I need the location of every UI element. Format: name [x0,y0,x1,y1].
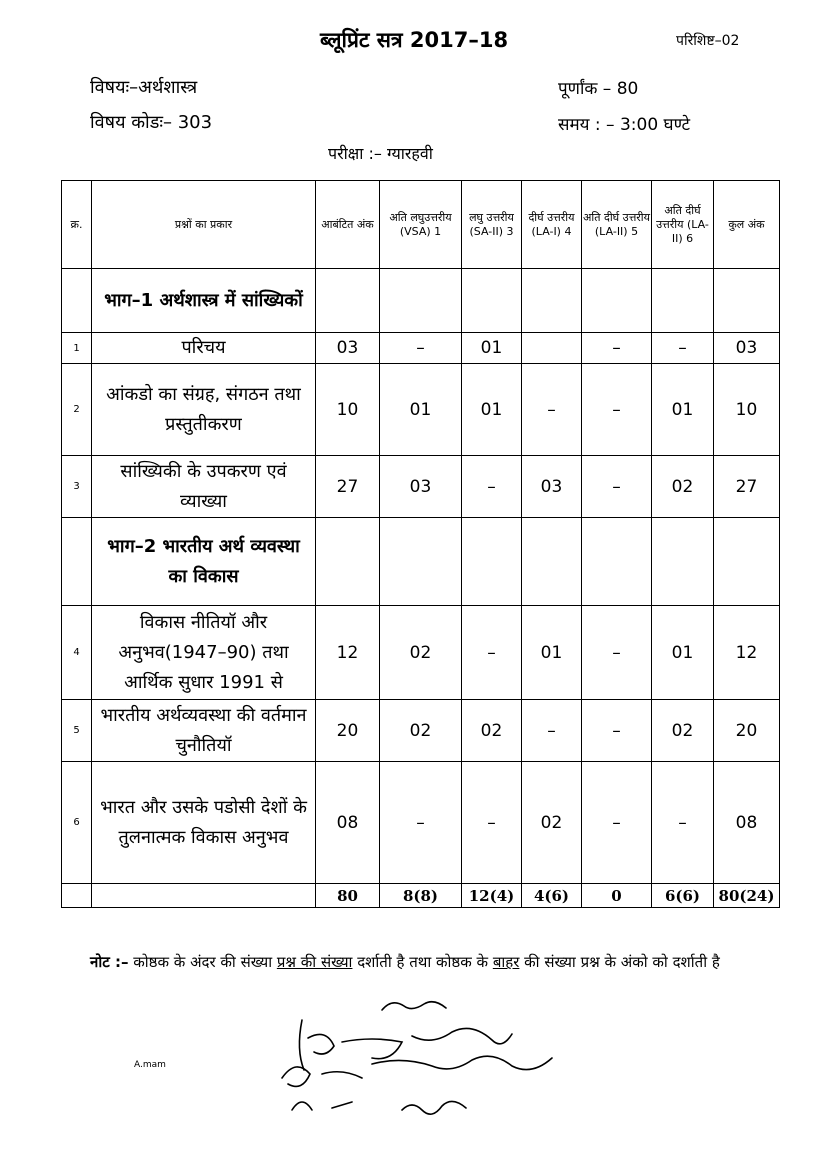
row-la2-6: 01 [652,364,714,456]
header-row [62,181,780,269]
row-sa: – [462,606,522,700]
row-topic: परिचय [92,333,316,364]
note-label: नोट :– [90,953,129,971]
row-total: 12 [714,606,780,700]
table-row [62,700,780,762]
note-text: की संख्या प्रश्न के अंको को दर्शाती है [519,953,720,971]
grand-total: 80(24) [714,884,780,908]
row-la2-6: 02 [652,456,714,518]
page-title: ब्लूप्रिंट सत्र 2017–18 [320,28,509,52]
table-row [62,333,780,364]
col-header: आबंटित अंक [316,181,380,269]
col-header: क्र. [62,181,92,269]
row-la2-6: – [652,333,714,364]
row-la1 [522,333,582,364]
row-la1: 01 [522,606,582,700]
annex-label: परिशिष्ट–02 [676,33,740,49]
row-la1: – [522,700,582,762]
row-la2-5: – [582,364,652,456]
totals-row [62,884,780,908]
row-la2-5: – [582,456,652,518]
row-la2-6: 01 [652,606,714,700]
subject-code: विषय कोडः– 303 [90,112,213,133]
note-underline: बाहर [492,953,520,971]
section-title: भाग–1 अर्थशास्त्र में सांख्यिकों [92,269,316,333]
row-alloc: 27 [316,456,380,518]
row-total: 08 [714,762,780,884]
table-row [62,762,780,884]
row-sa: 01 [462,333,522,364]
note-underline: प्रश्न की संख्या [276,953,353,971]
row-sa: – [462,456,522,518]
row-alloc: 03 [316,333,380,364]
signatures-image [262,990,622,1130]
total-la2-5: 0 [582,884,652,908]
row-vsa: 02 [380,606,462,700]
section-title: भाग–2 भारतीय अर्थ व्यवस्था का विकास [92,518,316,606]
row-alloc: 12 [316,606,380,700]
total-vsa: 8(8) [380,884,462,908]
subject: विषयः–अर्थशास्त्र [90,77,198,98]
row-number: 4 [62,606,92,700]
row-topic: विकास नीतियॉ और अनुभव(1947–90) तथा आर्थिक सुधार 1991 से [92,606,316,700]
table-row [62,456,780,518]
note [90,948,780,976]
col-header: लघु उत्तरीय (SA-II) 3 [462,181,522,269]
col-header: दीर्घ उत्तरीय (LA-I) 4 [522,181,582,269]
note-text: दर्शाती है तथा कोष्ठक के [352,953,493,971]
col-header: अति दीर्घ उत्तरीय (LA-II) 6 [652,181,714,269]
row-topic: सांख्यिकी के उपकरण एवं व्याख्या [92,456,316,518]
initials: A.mam [134,1060,166,1070]
row-vsa: 02 [380,700,462,762]
row-number: 2 [62,364,92,456]
total-sa: 12(4) [462,884,522,908]
col-header: अति लघुउत्तरीय (VSA) 1 [380,181,462,269]
table-row [62,364,780,456]
row-number: 6 [62,762,92,884]
row-vsa: – [380,333,462,364]
row-alloc: 10 [316,364,380,456]
row-la2-5: – [582,333,652,364]
total-alloc: 80 [316,884,380,908]
row-topic: आंकडो का संग्रह, संगठन तथा प्रस्तुतीकरण [92,364,316,456]
total-la2-6: 6(6) [652,884,714,908]
row-sa: 01 [462,364,522,456]
row-la2-6: – [652,762,714,884]
row-vsa: – [380,762,462,884]
row-total: 10 [714,364,780,456]
row-topic: भारतीय अर्थव्यवस्था की वर्तमान चुनौतियॉ [92,700,316,762]
row-alloc: 20 [316,700,380,762]
col-header: अति दीर्घ उत्तरीय (LA-II) 5 [582,181,652,269]
section-row [62,518,780,606]
table-row [62,606,780,700]
row-vsa: 01 [380,364,462,456]
max-marks: पूर्णांक – 80 [558,79,639,99]
exam-class: परीक्षा :– ग्यारहवी [328,144,433,163]
row-number: 5 [62,700,92,762]
row-la2-6: 02 [652,700,714,762]
row-total: 03 [714,333,780,364]
total-la1: 4(6) [522,884,582,908]
row-la1: 03 [522,456,582,518]
row-number: 3 [62,456,92,518]
blueprint-table [61,180,780,908]
note-text: कोष्ठक के अंदर की संख्या [128,953,277,971]
row-la1: 02 [522,762,582,884]
col-header: प्रश्नों का प्रकार [92,181,316,269]
row-vsa: 03 [380,456,462,518]
exam-time: समय : – 3:00 घण्टे [558,115,691,135]
row-alloc: 08 [316,762,380,884]
row-number: 1 [62,333,92,364]
row-topic: भारत और उसके पडोसी देशों के तुलनात्मक विकास अनुभव [92,762,316,884]
row-total: 20 [714,700,780,762]
row-sa: 02 [462,700,522,762]
row-la2-5: – [582,700,652,762]
row-la1: – [522,364,582,456]
row-la2-5: – [582,606,652,700]
col-header: कुल अंक [714,181,780,269]
row-sa: – [462,762,522,884]
section-row [62,269,780,333]
row-la2-5: – [582,762,652,884]
row-total: 27 [714,456,780,518]
